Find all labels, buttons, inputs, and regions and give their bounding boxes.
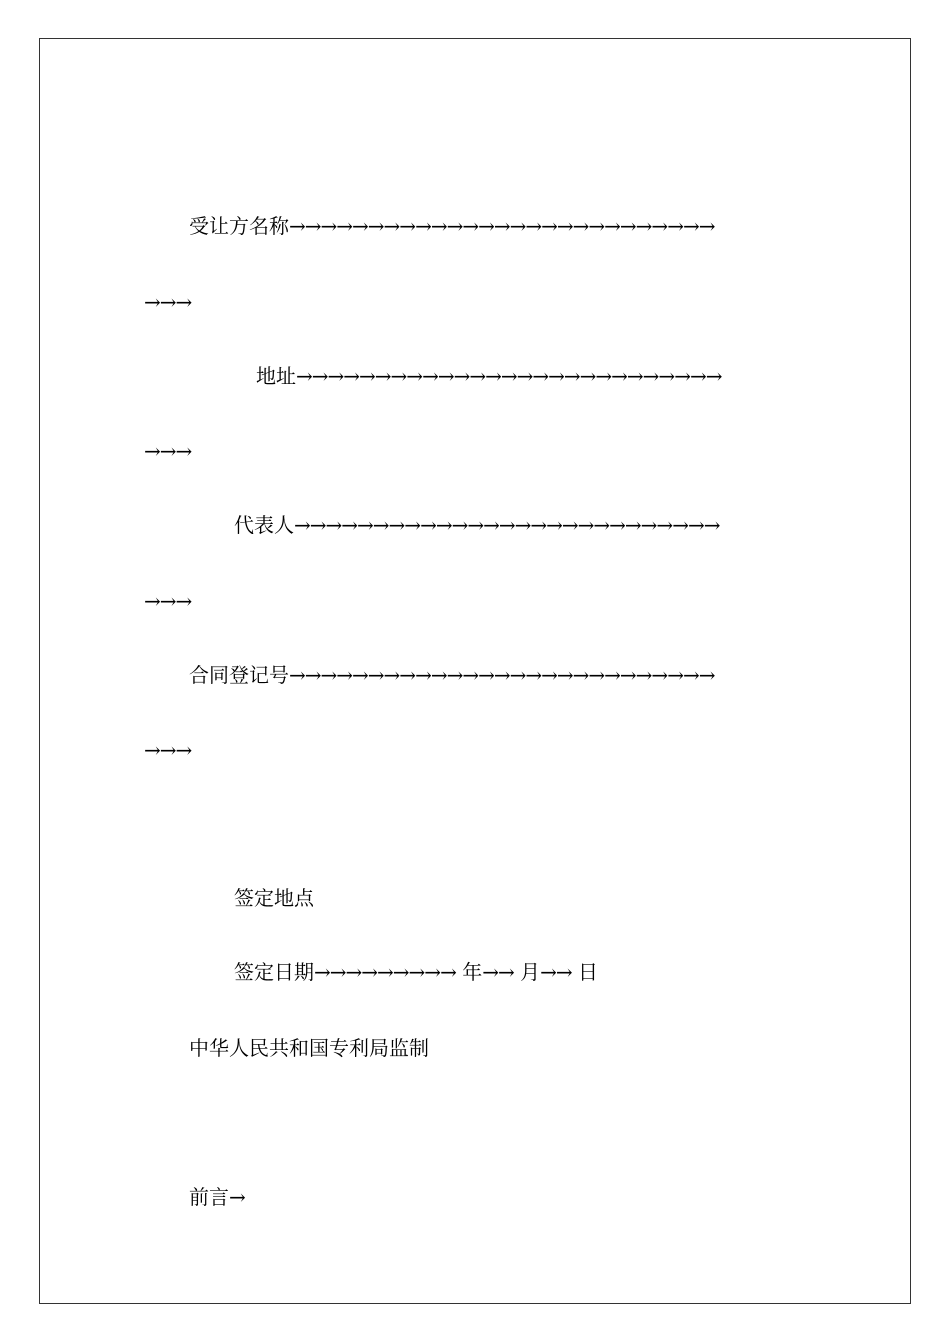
supervisor-row	[189, 1036, 429, 1060]
representative-row	[234, 513, 719, 537]
assignee-name-fill[interactable]: →→→→→→→→→→→→→→→→→→→→→→→→→→→	[289, 214, 715, 238]
representative-continuation-row	[144, 589, 191, 613]
preface-fill[interactable]: →	[229, 1185, 245, 1209]
preface-label: 前言	[189, 1185, 229, 1209]
address-continuation[interactable]: →→→	[144, 439, 192, 463]
signing-month-label: 月	[520, 960, 541, 984]
registration-no-continuation-row	[144, 738, 191, 762]
signing-place-row	[234, 886, 314, 910]
address-label: 地址	[256, 364, 296, 388]
address-fill[interactable]: →→→→→→→→→→→→→→→→→→→→→→→→→→→	[296, 364, 722, 388]
signing-year-fill[interactable]: →→	[482, 960, 514, 984]
representative-label: 代表人	[234, 513, 294, 537]
signing-month-fill[interactable]: →→	[540, 960, 572, 984]
representative-fill[interactable]: →→→→→→→→→→→→→→→→→→→→→→→→→→→	[294, 513, 720, 537]
registration-no-row	[189, 663, 714, 687]
address-row	[256, 364, 721, 388]
representative-continuation[interactable]: →→→	[144, 589, 192, 613]
address-continuation-row	[144, 439, 191, 463]
assignee-name-row	[189, 214, 714, 238]
assignee-name-label: 受让方名称	[189, 214, 289, 238]
registration-no-label: 合同登记号	[189, 663, 289, 687]
signing-day-label: 日	[577, 960, 598, 984]
assignee-name-continuation-row	[144, 290, 191, 314]
signing-date-row	[234, 960, 598, 984]
signing-date-label: 签定日期	[234, 960, 314, 984]
registration-no-continuation[interactable]: →→→	[144, 738, 192, 762]
supervisor-text: 中华人民共和国专利局监制	[189, 1036, 429, 1060]
signing-year-label: 年	[462, 960, 483, 984]
assignee-name-continuation[interactable]: →→→	[144, 290, 192, 314]
registration-no-fill[interactable]: →→→→→→→→→→→→→→→→→→→→→→→→→→→	[289, 663, 715, 687]
preface-row	[189, 1185, 245, 1209]
signing-place-label: 签定地点	[234, 886, 314, 910]
signing-date-fill[interactable]: →→→→→→→→→	[314, 960, 456, 984]
